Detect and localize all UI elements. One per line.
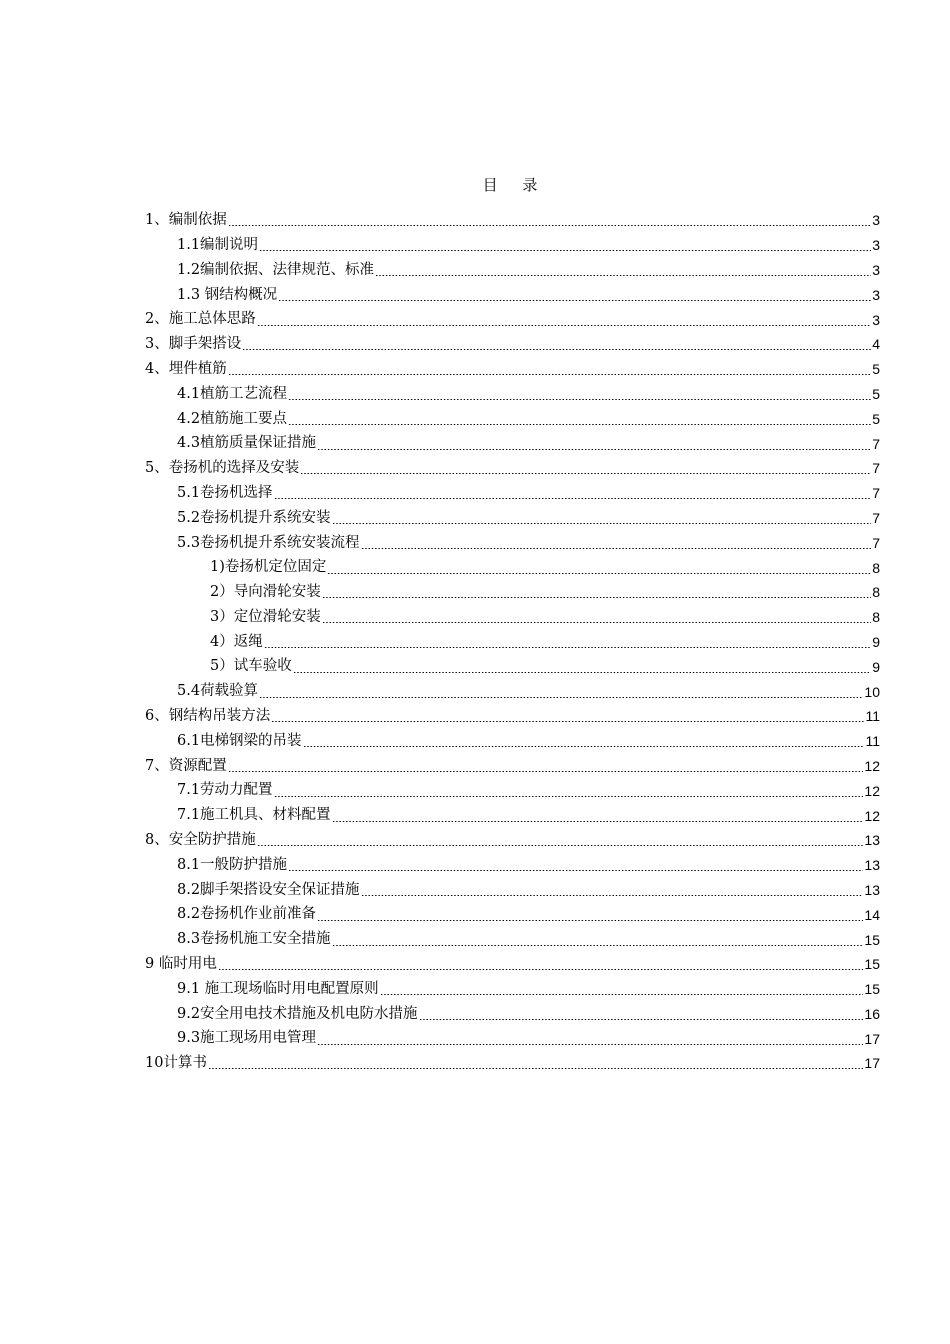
- toc-entry[interactable]: [145, 679, 880, 704]
- toc-entry[interactable]: [145, 406, 880, 431]
- toc-entry[interactable]: [145, 778, 880, 803]
- toc-entry-label: 7.1施工机具、材料配置: [177, 807, 331, 824]
- toc-entry[interactable]: [145, 853, 880, 878]
- toc-entry-page-number: 8: [872, 584, 880, 601]
- toc-dot-leader: [257, 835, 864, 849]
- toc-entry-label: 8.2脚手架搭设安全保证措施: [177, 881, 360, 898]
- toc-entry-page-number: 11: [865, 708, 880, 725]
- toc-entry-label: 9 临时用电: [145, 956, 217, 973]
- toc-entry-label: 9.2安全用电技术措施及机电防水措施: [177, 1005, 418, 1022]
- toc-entry[interactable]: [145, 506, 880, 531]
- toc-entry-page-number: 15: [864, 956, 880, 973]
- toc-dot-leader: [361, 538, 872, 552]
- toc-dot-leader: [361, 885, 864, 899]
- toc-entry[interactable]: [145, 357, 880, 382]
- toc-entry[interactable]: [145, 282, 880, 307]
- toc-dot-leader: [288, 414, 871, 428]
- toc-entry-label: 1.1编制说明: [177, 236, 259, 253]
- toc-entry[interactable]: [145, 382, 880, 407]
- toc-dot-leader: [264, 637, 871, 651]
- toc-entry-page-number: 12: [864, 782, 880, 799]
- toc-entry-label: 7、资源配置: [145, 757, 227, 774]
- toc-entry-page-number: 17: [864, 1055, 880, 1072]
- toc-dot-leader: [242, 339, 871, 353]
- toc-entry-label: 4.1植筋工艺流程: [177, 385, 288, 402]
- toc-dot-leader: [317, 910, 863, 924]
- toc-entry-page-number: 7: [872, 485, 880, 502]
- toc-entry-page-number: 13: [864, 832, 880, 849]
- toc-entry-label: 4.2植筋施工要点: [177, 410, 288, 427]
- toc-dot-leader: [288, 860, 863, 874]
- toc-entry-page-number: 4: [872, 336, 880, 353]
- toc-dot-leader: [228, 364, 871, 378]
- toc-dot-leader: [332, 811, 864, 825]
- toc-entry-page-number: 7: [872, 509, 880, 526]
- toc-entry-page-number: 12: [864, 757, 880, 774]
- toc-entry-page-number: 10: [864, 683, 880, 700]
- toc-dot-leader: [278, 290, 871, 304]
- toc-entry-page-number: 3: [872, 286, 880, 303]
- toc-entry-page-number: 5: [872, 361, 880, 378]
- toc-dot-leader: [327, 563, 871, 577]
- toc-entry-page-number: 7: [872, 435, 880, 452]
- toc-entry-label: 5）试车验收: [210, 658, 292, 675]
- toc-entry-label: 9.1 施工现场临时用电配置原则: [177, 980, 379, 997]
- toc-entry-label: 4、埋件植筋: [145, 360, 227, 377]
- toc-entry-page-number: 7: [872, 534, 880, 551]
- toc-entry[interactable]: [145, 605, 880, 630]
- toc-dot-leader: [322, 587, 871, 601]
- toc-entry-page-number: 7: [872, 460, 880, 477]
- toc-dot-leader: [228, 761, 864, 775]
- toc-dot-leader: [259, 687, 863, 701]
- toc-dot-leader: [288, 389, 871, 403]
- toc-entry[interactable]: [145, 456, 880, 481]
- toc-entry-page-number: 5: [872, 385, 880, 402]
- toc-entry[interactable]: [145, 208, 880, 233]
- toc-dot-leader: [218, 959, 864, 973]
- toc-entry-label: 5.3卷扬机提升系统安装流程: [177, 534, 360, 551]
- toc-entry[interactable]: [145, 927, 880, 952]
- toc-dot-leader: [274, 786, 864, 800]
- toc-entry-label: 5.1卷扬机选择: [177, 484, 273, 501]
- toc-title: 目 录: [482, 176, 548, 194]
- toc-entry-label: 9.3施工现场用电管理: [177, 1030, 317, 1047]
- toc-entry-page-number: 14: [864, 906, 880, 923]
- toc-dot-leader: [380, 984, 864, 998]
- toc-dot-leader: [208, 1058, 863, 1072]
- toc-entry-page-number: 8: [872, 609, 880, 626]
- toc-entry[interactable]: [145, 1002, 880, 1027]
- toc-entry[interactable]: [145, 530, 880, 555]
- toc-entry-label: 10计算书: [145, 1055, 207, 1072]
- toc-entry-label: 5.4荷载验算: [177, 683, 259, 700]
- toc-entry-label: 2）导向滑轮安装: [210, 584, 321, 601]
- toc-entry[interactable]: [145, 754, 880, 779]
- toc-dot-leader: [303, 736, 865, 750]
- table-of-contents: [145, 208, 880, 1076]
- toc-entry[interactable]: [145, 233, 880, 258]
- toc-dot-leader: [419, 1009, 864, 1023]
- toc-entry-label: 4.3植筋质量保证措施: [177, 435, 317, 452]
- toc-dot-leader: [322, 612, 871, 626]
- toc-entry-page-number: 8: [872, 559, 880, 576]
- toc-entry[interactable]: [145, 1026, 880, 1051]
- toc-dot-leader: [317, 1034, 863, 1048]
- toc-entry-label: 6、钢结构吊装方法: [145, 708, 271, 725]
- toc-entry[interactable]: [145, 481, 880, 506]
- toc-entry-label: 4）返绳: [210, 633, 263, 650]
- toc-entry[interactable]: [145, 952, 880, 977]
- toc-entry-label: 6.1电梯钢梁的吊装: [177, 732, 302, 749]
- toc-entry-page-number: 15: [864, 931, 880, 948]
- toc-entry-label: 8.3卷扬机施工安全措施: [177, 931, 331, 948]
- toc-entry[interactable]: [145, 630, 880, 655]
- toc-entry[interactable]: [145, 580, 880, 605]
- toc-dot-leader: [293, 662, 871, 676]
- toc-dot-leader: [332, 513, 872, 527]
- toc-entry-label: 1)卷扬机定位固定: [210, 559, 327, 576]
- toc-entry-label: 8.2卷扬机作业前准备: [177, 906, 317, 923]
- toc-entry[interactable]: [145, 258, 880, 283]
- toc-dot-leader: [271, 711, 864, 725]
- toc-entry-label: 1、编制依据: [145, 212, 227, 229]
- toc-entry-label: 5、卷扬机的选择及安装: [145, 460, 300, 477]
- toc-entry-page-number: 5: [872, 410, 880, 427]
- toc-entry-page-number: 9: [872, 633, 880, 650]
- toc-entry-label: 8.1一般防护措施: [177, 856, 288, 873]
- toc-dot-leader: [300, 463, 871, 477]
- toc-entry-page-number: 12: [864, 807, 880, 824]
- toc-entry[interactable]: [145, 803, 880, 828]
- toc-entry-label: 1.2编制依据、法律规范、标准: [177, 261, 375, 278]
- toc-entry-label: 1.3 钢结构概况: [177, 286, 278, 303]
- toc-dot-leader: [274, 488, 872, 502]
- toc-entry[interactable]: [145, 729, 880, 754]
- toc-dot-leader: [259, 240, 871, 254]
- toc-entry-label: 5.2卷扬机提升系统安装: [177, 509, 331, 526]
- toc-entry[interactable]: [145, 902, 880, 927]
- toc-entry[interactable]: [145, 878, 880, 903]
- toc-entry[interactable]: [145, 704, 880, 729]
- toc-entry-page-number: 17: [864, 1030, 880, 1047]
- toc-dot-leader: [332, 935, 864, 949]
- toc-entry[interactable]: [145, 332, 880, 357]
- toc-entry-page-number: 13: [864, 881, 880, 898]
- toc-entry-page-number: 9: [872, 658, 880, 675]
- toc-entry[interactable]: [145, 431, 880, 456]
- toc-entry-label: 3、脚手架搭设: [145, 336, 242, 353]
- toc-entry-label: 8、安全防护措施: [145, 832, 256, 849]
- toc-entry-label: 7.1劳动力配置: [177, 782, 273, 799]
- toc-dot-leader: [228, 215, 871, 229]
- toc-entry[interactable]: [145, 555, 880, 580]
- toc-entry-page-number: 3: [872, 237, 880, 254]
- toc-entry-page-number: 3: [872, 311, 880, 328]
- toc-entry-page-number: 3: [872, 261, 880, 278]
- toc-entry-label: 2、施工总体思路: [145, 311, 256, 328]
- toc-dot-leader: [317, 439, 871, 453]
- toc-entry-page-number: 15: [864, 981, 880, 998]
- toc-entry-page-number: 11: [865, 733, 880, 750]
- toc-entry-page-number: 16: [864, 1005, 880, 1022]
- toc-dot-leader: [257, 315, 871, 329]
- toc-entry[interactable]: [145, 977, 880, 1002]
- toc-dot-leader: [375, 265, 871, 279]
- toc-entry[interactable]: [145, 307, 880, 332]
- toc-entry-page-number: 13: [864, 857, 880, 874]
- toc-entry[interactable]: [145, 828, 880, 853]
- toc-entry[interactable]: [145, 1051, 880, 1076]
- toc-entry-page-number: 3: [872, 212, 880, 229]
- toc-entry-label: 3）定位滑轮安装: [210, 608, 321, 625]
- toc-entry[interactable]: [145, 654, 880, 679]
